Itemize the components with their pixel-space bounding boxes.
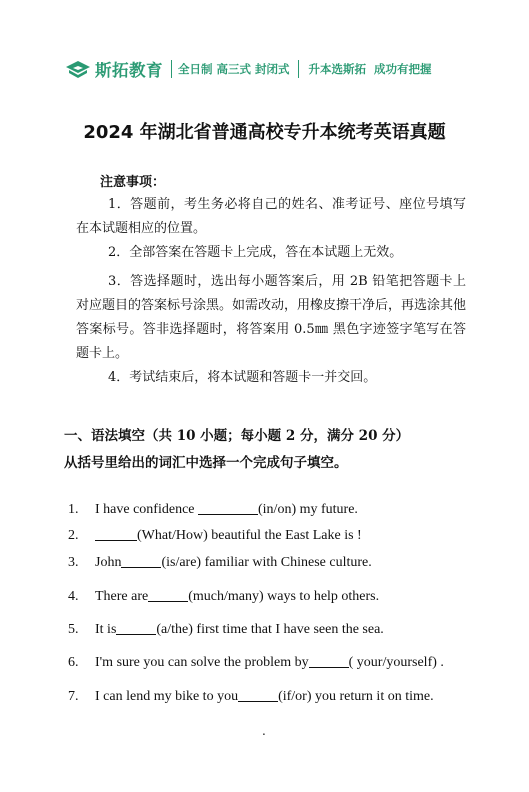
- answer-blank[interactable]: [116, 622, 156, 635]
- notice-item: 1．答题前，考生务必将自己的姓名、准考证号、座位号填写在本试题相应的位置。: [76, 197, 466, 236]
- answer-blank[interactable]: [95, 528, 137, 541]
- question-text-before: I can lend my bike to you: [95, 689, 239, 704]
- question-item: [68, 555, 372, 571]
- notice-item: 3．答选择题时，选出每小题答案后，用 2B 铅笔把答题卡上对应题目的答案标号涂黑。如需改动，用橡皮擦干净后，再选涂其他答案标号。答非选择题时，将答案用 0.5㎜ 黑色字迹签字笔写在答题卡上。: [76, 274, 467, 361]
- page-header: [64, 52, 432, 86]
- answer-blank[interactable]: [309, 655, 349, 668]
- question-item: [68, 655, 444, 671]
- exam-title: 2024 年湖北省普通高校专升本统考英语真题: [83, 122, 446, 143]
- logo-icon: [64, 58, 92, 80]
- question-item: [68, 622, 384, 638]
- header-divider: [298, 60, 299, 78]
- question-text-before: I have confidence: [95, 502, 198, 517]
- header-divider: [171, 60, 172, 78]
- question-number: 2.: [68, 528, 79, 543]
- question-text-after: (a/the) first time that I have seen the sea.: [156, 622, 384, 637]
- header-slogan-right: 升本选斯拓 成功有把握: [308, 62, 432, 76]
- answer-blank[interactable]: [198, 502, 258, 515]
- question-text-after: (is/are) familiar with Chinese culture.: [161, 555, 372, 570]
- question-number: 5.: [68, 622, 79, 637]
- question-text-after: (in/on) my future.: [258, 502, 358, 517]
- question-number: 1.: [68, 502, 79, 517]
- section-instruction: 从括号里给出的词汇中选择一个完成句子填空。: [64, 455, 348, 471]
- notice-item: 2．全部答案在答题卡上完成，答在本试题上无效。: [108, 245, 403, 260]
- notice-heading: 注意事项：: [100, 175, 166, 190]
- header-slogan-left: 全日制 高三式 封闭式: [178, 62, 290, 76]
- question-item: [68, 589, 379, 605]
- question-number: 4.: [68, 589, 79, 604]
- question-text-before: It is: [95, 622, 117, 637]
- question-text-before: There are: [95, 589, 149, 604]
- answer-blank[interactable]: [121, 555, 161, 568]
- notice-item: 4．考试结束后，将本试题和答题卡一并交回。: [108, 370, 377, 385]
- question-text-before: John: [95, 555, 122, 570]
- answer-blank[interactable]: [148, 589, 188, 602]
- question-text-before: I'm sure you can solve the problem by: [95, 655, 309, 670]
- question-text-after: (What/How) beautiful the East Lake is !: [137, 528, 362, 543]
- question-number: 3.: [68, 555, 79, 570]
- question-text-after: ( your/yourself) .: [348, 655, 444, 670]
- section-heading: 一、语法填空（共 10 小题；每小题 2 分，满分 20 分）: [64, 428, 410, 444]
- question-number: 7.: [68, 689, 79, 704]
- question-item: [68, 528, 362, 544]
- question-item: [68, 502, 358, 518]
- page-footer-mark: .: [262, 724, 266, 738]
- question-number: 6.: [68, 655, 79, 670]
- question-text-after: (if/or) you return it on time.: [278, 689, 434, 704]
- question-item: [68, 689, 434, 705]
- answer-blank[interactable]: [238, 689, 278, 702]
- brand-name: 斯拓教育: [95, 61, 163, 80]
- question-text-after: (much/many) ways to help others.: [188, 589, 380, 604]
